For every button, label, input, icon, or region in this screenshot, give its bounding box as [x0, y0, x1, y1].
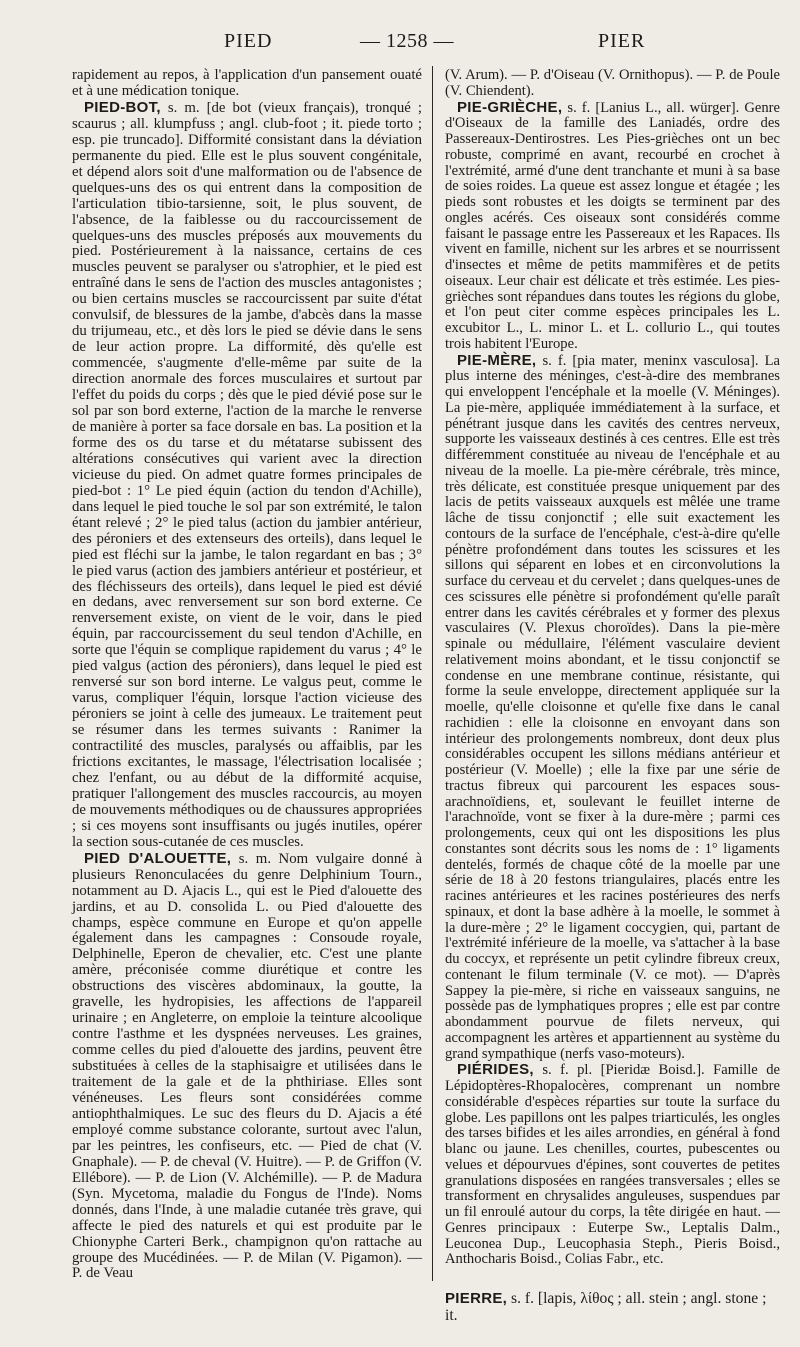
left-column: [72, 68, 422, 1282]
column-divider: [432, 66, 433, 1281]
entry-pied-bot: [72, 100, 422, 851]
entry-pierides: [445, 1062, 780, 1268]
left-intro-text: rapidement au repos, à l'application d'un pansement ouaté et à une médication tonique.: [72, 67, 422, 99]
headword-pie-grieche: PIE-GRIÈCHE,: [457, 98, 563, 116]
headword-pied-alouette: PIED D'ALOUETTE,: [84, 849, 232, 867]
definition-pie-grieche: s. f. [Lanius L., all. würger]. Genre d'Oiseaux de la famille des Laniadés, ordre des Passereaux-Dentirostres. Les Pies-grièches ont un bec robuste, comprimé en avant, recourbé en crochet à l'extrémité, armé d'une dent tranchante et muni à sa base de soies roides. La queue est assez longue et étagée ; les pieds sont robustes et les doigts se terminent par des ongles acérés. Ces oiseaux sont considérés comme faisant le passage entre les Passereaux et les Rapaces. Ils vivent en famille, nichent sur les arbres et se nourrissent d'insectes et même de petits mammifères et de petits oiseaux. Leur chair est délicate et très estimée. Les pies-grièches sont répandues dans toutes les régions du globe, et l'on peut citer comme espèces principales les L. excubitor L., L. minor L. et L. collurio L., qui toutes trois habitent l'Europe.: [445, 99, 780, 352]
definition-pied-alouette: s. m. Nom vulgaire donné à plusieurs Renonculacées du genre Delphinium Tourn., notamment au D. Ajacis L., qui est le Pied d'alouette des jardins, et au D. consolida L. ou Pied d'alouette des champs, espèce commune en Europe et qu'on appelle également dans les campagnes : Consoude royale, Delphinelle, Eperon de chevalier, etc. C'est une plante amère, préconisée comme diurétique et contre les obstructions des viscères abdominaux, la goutte, la gravelle, les hydropisies, les affections de l'appareil urinaire ; en Angleterre, on emploie la teinture alcoolique contre l'asthme et les dyspnées nerveuses. Les graines, comme celles du pied d'alouette des jardins, peuvent être substituées à celles de la staphisaigre et utilisées dans le traitement de la gale et de la phthiriase. Elles sont vénéneuses. Les fleurs sont considérées comme antiophthalmiques. Le suc des fleurs du D. Ajacis a été employé comme substance colorante, surtout avec l'alun, par les peintres, les confiseurs, etc. — Pied de chat (V. Gnaphale). — P. de cheval (V. Huitre). — P. de Griffon (V. Ellébore). — P. de Lion (V. Alchémille). — P. de Madura (Syn. Mycetoma, maladie du Fongus de l'Inde). Noms donnés, dans l'Inde, à une maladie cutanée très grave, qui affecte le pied des naturels et qui est produite par le Chionyphe Carteri Berk., champignon qu'on rattache au groupe des Mucédinées. — P. de Milan (V. Pigamon). — P. de Veau: [72, 850, 423, 1282]
right-column: [445, 68, 780, 1268]
definition-pie-mere: s. f. [pia mater, meninx vasculosa]. La plus interne des méninges, c'est-à-dire des membranes qui enveloppent l'encéphale et la moelle (V. Méninges). La pie-mère, appliquée immédiatement à la surface, et pénétrant jusque dans les cavités des centres nerveux, supporte les vaisseaux destinés à ces centres. Elle est très différemment constituée au niveau de l'encéphale et au niveau de la moelle. La pie-mère cérébrale, très mince, très délicate, est constituée presque uniquement par des lacis de petits vaisseaux auxquels est mêlée une trame lâche de tissu conjonctif ; elle suit exactement les contours de la surface de l'encéphale, c'est-à-dire qu'elle pénètre profondément dans toutes les scissures et les sillons qui séparent en lobes et en circonvolutions la surface du cerveau et du cervelet ; dans quelques-unes de ces scissures elle pénètre si profondément qu'elle paraît entrer dans les cavités cérébrales et y former des plexus vasculaires (V. Plexus choroïdes). Dans la pie-mère spinale ou médullaire, l'élément vasculaire devient relativement moins abondant, et le tissu conjonctif se condense en une membrane continue, résistante, qui forme la seule enveloppe, directement appliquée sur la moelle, qu'elle cloisonne et qu'elle fixe dans le canal rachidien : elle la cloisonne en envoyant dans son intérieur des prolongements nombreux, dont deux plus considérables occupent les sillons médians antérieur et postérieur (V. Moelle) ; elle la fixe par une série de tractus fibreux qui parcourent les espaces sous-arachnoïdiens, et, soulevant le feuillet interne de l'arachnoïde, vont se fixer à la dure-mère ; parmi ces prolongements, ceux qui ont les dispositions les plus constantes sont décrits sous les noms de : 1° ligaments dentelés, formés de chaque côté de la moelle par une série de 18 à 20 festons triangulaires, placés entre les racines antérieures et les racines postérieures des nerfs spinaux, et dont la base adhère à la moelle, le sommet à la dure-mère ; 2° le ligament coccygien, qui, partant de l'extrémité inférieure de la moelle, va s'attacher à la base du coccyx, et représente un petit cylindre fibreux creux, contenant le filum terminale (V. ce mot). — D'après Sappey la pie-mère, si riche en vaisseaux sanguins, ne possède pas de lymphatiques propres ; elle est par contre abondamment pourvue de filets nerveux, qui accompagnent les artères et appartiennent au système du grand sympathique (nerfs vaso-moteurs).: [445, 352, 780, 1062]
right-intro-text: (V. Arum). — P. d'Oiseau (V. Ornithopus). — P. de Poule (V. Chiendent).: [445, 67, 780, 99]
headword-pied-bot: PIED-BOT,: [84, 98, 161, 116]
entry-pied-alouette: [72, 851, 422, 1283]
definition-pierre: s. f. [lapis, λίθος ; all. stein ; angl. stone ; it.: [445, 1290, 767, 1324]
entry-pie-grieche: [445, 100, 780, 353]
headword-pierides: PIÉRIDES,: [457, 1061, 534, 1079]
entry-pie-mere: [445, 353, 780, 1063]
headword-pie-mere: PIE-MÈRE,: [457, 351, 537, 369]
definition-pied-bot: s. m. [de bot (vieux français), tronqué ; scaurus ; all. klumpfuss ; angl. club-foot ; it. piede torto ; esp. pie truncado]. Difformité consistant dans la déviation permanente du pied. Elle est le plus souvent congénitale, et dépend alors soit d'une malformation ou de l'absence de quelques-uns des os qui entrent dans la composition de l'articulation tibio-tarsienne, soit, le plus souvent, de l'absence, de la faiblesse ou du raccourcissement de quelques-uns des muscles préposés aux mouvements du pied. Postérieurement à la naissance, certains de ces muscles peuvent se paralyser ou s'atrophier, et le pied est entraîné dans le sens de l'action des muscles antagonistes ; ou bien certains muscles se raccourcissent par suite d'état convulsif, de blessures de la jambe, d'abcès dans la masse du trijumeau, etc., et dès lors le pied se dévie dans le sens de leur action propre. La difformité, dès qu'elle est commencée, s'augmente d'elle-même par suite de la direction anormale des forces musculaires et surtout par l'effet du poids du corps ; dès que le pied dévié pose sur le sol par son bord externe, l'action de la marche le renverse de manière à porter sa face dorsale en bas. La position et la forme des os du tarse et du métatarse subissent des altérations consécutives qui varient avec la direction vicieuse du pied. On admet quatre formes principales de pied-bot : 1° Le pied équin (action du tendon d'Achille), dans lequel le pied touche le sol par son extrémité, le talon étant relevé ; 2° le pied talus (action du jambier antérieur, des péroniers et des extenseurs des orteils), dans lequel le pied est fléchi sur la jambe, le talon regardant en bas ; 3° le pied varus (action des jambiers antérieur et postérieur, et des fléchisseurs des orteils), dans lequel le pied est dévié en dedans, avec renversement sur son bord externe. Ce renversement existe, on vient de le voir, dans le pied équin, par raccourcissement du seul tendon d'Achille, en sorte que l'équin se complique rapidement du varus ; 4° le pied valgus (action des péroniers), dans lequel le pied est renversé sur son bord interne. Le valgus peut, comme le varus, compliquer l'équin, lorsque l'action vicieuse des péroniers se joint à celle des jumeaux. Le traitement peut se résumer dans les termes suivants : Ranimer la contractilité des muscles, paralysés ou affaiblis, par les frictions excitantes, le massage, l'électrisation localisée ; chez l'enfant, ou au début de la difformité acquise, pratiquer l'allongement des muscles raccourcis, au moyen de mouvements méthodiques ou de chaussures appropriées ; si ces moyens sont insuffisants ou jugés inutiles, opérer la section sous-cutanée de ces muscles.: [72, 99, 422, 850]
definition-pierides: s. f. pl. [Pieridæ Boisd.]. Famille de Lépidoptères-Rhopalocères, comprenant un nombre considérable d'espèces réparties sur toute la surface du globe. Les papillons ont les palpes triarticulés, les ongles des tarses bifides et les ailes arrondies, en général à fond blanc ou jaune. Les chenilles, courtes, pubescentes ou velues et dépourvues d'épines, sont couvertes de petites granulations disposées en rangées transversales ; elles se transforment en chrysalides anguleuses, suspendues par un fil enroulé autour du corps, la tête dirigée en haut. — Genres principaux : Euterpe Sw., Leptalis Dalm., Leuconea Dup., Leucophasia Steph., Pieris Boisd., Anthocharis Boisd., Colias Fabr., etc.: [445, 1062, 780, 1268]
running-header: [0, 30, 800, 66]
page-number: — 1258 —: [360, 30, 454, 52]
headword-pierre: PIERRE,: [445, 1290, 508, 1307]
header-right-word: PIER: [598, 30, 646, 52]
header-left-word: PIED: [224, 30, 273, 52]
entry-pierre: [445, 1290, 780, 1324]
